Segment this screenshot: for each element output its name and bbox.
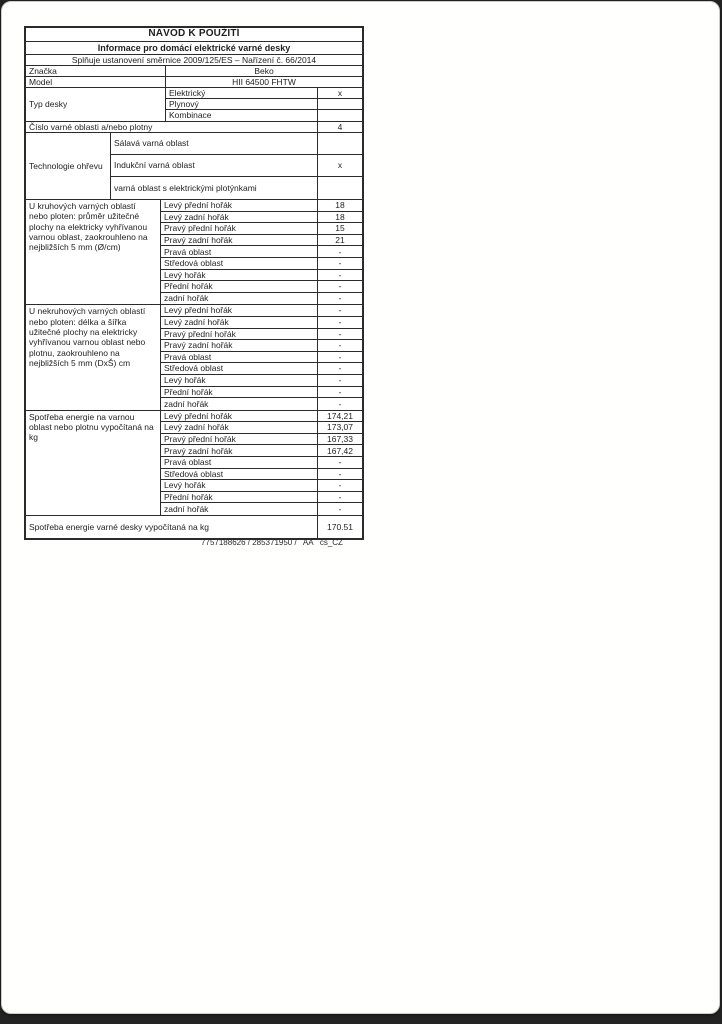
- burner-value: -: [338, 363, 342, 374]
- hob-type-row: [166, 99, 362, 110]
- burner-row: [161, 235, 362, 247]
- burner-value: -: [338, 491, 342, 502]
- circular-zones-label: U kruhových varných oblastí nebo ploten: průměr užitečné plochy na elektricky vyhřívanou varnou oblast, zaokrouhleno na nejbližších 5 mm (Ø/cm): [26, 200, 161, 304]
- burner-row: [161, 457, 362, 469]
- burner-value: -: [338, 305, 342, 316]
- zones-count-row: [26, 122, 362, 133]
- burner-label: Pravý přední hořák: [161, 434, 318, 445]
- burner-value: -: [338, 457, 342, 468]
- burner-value: -: [338, 317, 342, 328]
- brand-label: Značka: [26, 66, 166, 76]
- burner-label: Levý přední hořák: [161, 411, 318, 422]
- document-page: [1, 1, 720, 1014]
- burner-label: Levý hořák: [161, 375, 318, 386]
- burner-value: -: [338, 258, 342, 269]
- directive-line: Splňuje ustanovení směrnice 2009/125/ES – Nařízení č. 66/2014: [26, 55, 362, 66]
- burner-value: -: [338, 293, 342, 304]
- burner-label: Pravý přední hořák: [161, 329, 318, 340]
- doc-footer-code: 7757188626 / 285371950 / AA cs_CZ: [201, 538, 343, 547]
- burner-row: [161, 387, 362, 399]
- heating-tech-mark: [318, 133, 362, 154]
- burner-label: Levý hořák: [161, 270, 318, 281]
- burner-label: Pravý zadní hořák: [161, 340, 318, 351]
- burner-label: Levý přední hořák: [161, 200, 318, 211]
- noncircular-zones-section: [26, 305, 362, 410]
- burner-label: Přední hořák: [161, 387, 318, 398]
- hob-type-row: [166, 110, 362, 121]
- burner-label: Levý hořák: [161, 480, 318, 491]
- burner-row: [161, 258, 362, 270]
- burner-row: [161, 422, 362, 434]
- zones-count-value: 4: [337, 122, 343, 132]
- burner-label: Levý přední hořák: [161, 305, 318, 316]
- burner-value: -: [338, 351, 342, 362]
- burner-row: [161, 200, 362, 212]
- burner-value: -: [338, 468, 342, 479]
- heating-tech-option-label: Sálavá varná oblast: [111, 133, 318, 154]
- burner-row: [161, 503, 362, 515]
- heating-tech-mark: [318, 177, 362, 199]
- burner-label: Pravá oblast: [161, 457, 318, 468]
- hob-type-mark: [318, 99, 362, 109]
- energy-per-zone-label: Spotřeba energie na varnou oblast nebo plotnu vypočítaná na kg: [26, 411, 161, 515]
- burner-label: Přední hořák: [161, 281, 318, 292]
- circular-zones-rows: [161, 200, 362, 304]
- burner-row: [161, 480, 362, 492]
- heating-tech-band: [26, 133, 362, 200]
- burner-value: -: [338, 328, 342, 339]
- burner-label: Přední hořák: [161, 492, 318, 503]
- burner-row: [161, 212, 362, 224]
- heating-tech-rows: [111, 133, 362, 199]
- burner-value: 167,42: [327, 445, 353, 456]
- burner-label: Levý zadní hořák: [161, 422, 318, 433]
- burner-label: zadní hořák: [161, 293, 318, 305]
- total-energy-label: Spotřeba energie varné desky vypočítaná na kg: [26, 516, 318, 538]
- hob-type-row: [166, 88, 362, 99]
- burner-row: [161, 223, 362, 235]
- burner-label: Pravá oblast: [161, 352, 318, 363]
- burner-value: -: [338, 480, 342, 491]
- brand-row: [26, 66, 362, 77]
- hob-type-option-label: Elektrický: [166, 88, 318, 98]
- burner-row: [161, 293, 362, 305]
- burner-label: Pravá oblast: [161, 246, 318, 257]
- burner-value: -: [338, 246, 342, 257]
- burner-label: Pravý přední hořák: [161, 223, 318, 234]
- burner-value: 15: [335, 223, 345, 234]
- heating-tech-option-label: varná oblast s elektrickými plotýnkami: [111, 177, 318, 199]
- heating-tech-mark: x: [337, 160, 343, 171]
- model-label: Model: [26, 77, 166, 87]
- energy-per-zone-section: [26, 411, 362, 516]
- burner-label: zadní hořák: [161, 398, 318, 410]
- burner-row: [161, 398, 362, 410]
- burner-row: [161, 281, 362, 293]
- burner-row: [161, 329, 362, 341]
- burner-value: 174,21: [327, 410, 353, 421]
- burner-row: [161, 492, 362, 504]
- hob-type-option-label: Plynový: [166, 99, 318, 109]
- burner-value: 18: [335, 211, 345, 222]
- burner-label: Levý zadní hořák: [161, 317, 318, 328]
- table-subtitle: Informace pro domácí elektrické varné desky: [26, 42, 362, 55]
- burner-label: Levý zadní hořák: [161, 212, 318, 223]
- hob-type-mark: [318, 110, 362, 121]
- burner-value: -: [338, 504, 342, 515]
- burner-row: [161, 445, 362, 457]
- hob-type-band: [26, 88, 362, 122]
- model-value: HII 64500 FHTW: [232, 77, 296, 87]
- spec-table: [24, 26, 364, 540]
- hob-type-rows: [166, 88, 362, 121]
- burner-row: [161, 363, 362, 375]
- model-row: [26, 77, 362, 88]
- hob-type-label: Typ desky: [26, 88, 166, 121]
- burner-value: -: [338, 375, 342, 386]
- burner-row: [161, 352, 362, 364]
- burner-label: Pravý zadní hořák: [161, 445, 318, 456]
- burner-value: -: [338, 281, 342, 292]
- burner-row: [161, 434, 362, 446]
- burner-row: [161, 375, 362, 387]
- heating-tech-row: [111, 155, 362, 177]
- burner-row: [161, 246, 362, 258]
- energy-per-zone-rows: [161, 411, 362, 515]
- hob-type-option-label: Kombinace: [166, 110, 318, 121]
- heating-tech-label: Technologie ohřevu: [26, 133, 111, 199]
- burner-row: [161, 317, 362, 329]
- burner-row: [161, 270, 362, 282]
- burner-value: 18: [335, 200, 345, 211]
- heating-tech-row: [111, 177, 362, 199]
- brand-value: Beko: [254, 66, 274, 76]
- burner-label: Středová oblast: [161, 363, 318, 374]
- heating-tech-row: [111, 133, 362, 155]
- burner-row: [161, 469, 362, 481]
- burner-value: -: [338, 398, 342, 409]
- noncircular-zones-rows: [161, 305, 362, 409]
- burner-value: -: [338, 386, 342, 397]
- circular-zones-section: [26, 200, 362, 305]
- burner-value: -: [338, 340, 342, 351]
- burner-label: zadní hořák: [161, 503, 318, 515]
- heating-tech-option-label: Indukční varná oblast: [111, 155, 318, 176]
- burner-label: Pravý zadní hořák: [161, 235, 318, 246]
- burner-row: [161, 411, 362, 423]
- burner-value: 173,07: [327, 422, 353, 433]
- burner-row: [161, 340, 362, 352]
- burner-value: 21: [335, 234, 345, 245]
- burner-label: Středová oblast: [161, 469, 318, 480]
- hob-type-mark: x: [337, 88, 343, 98]
- total-energy-row: [26, 516, 362, 538]
- burner-value: -: [338, 269, 342, 280]
- burner-value: 167,33: [327, 434, 353, 445]
- total-energy-value: 170.51: [327, 521, 353, 532]
- burner-label: Středová oblast: [161, 258, 318, 269]
- noncircular-zones-label: U nekruhových varných oblastí nebo ploten: délka a šířka užitečné plochy na elektricky vyhřívanou varnou oblast nebo plotnu, zaokrouhleno na nejbližších 5 mm (DxŠ) cm: [26, 305, 161, 409]
- table-title: NÁVOD K POUŽITÍ: [26, 28, 362, 42]
- zones-count-label: Číslo varné oblasti a/nebo plotny: [26, 122, 318, 132]
- burner-row: [161, 305, 362, 317]
